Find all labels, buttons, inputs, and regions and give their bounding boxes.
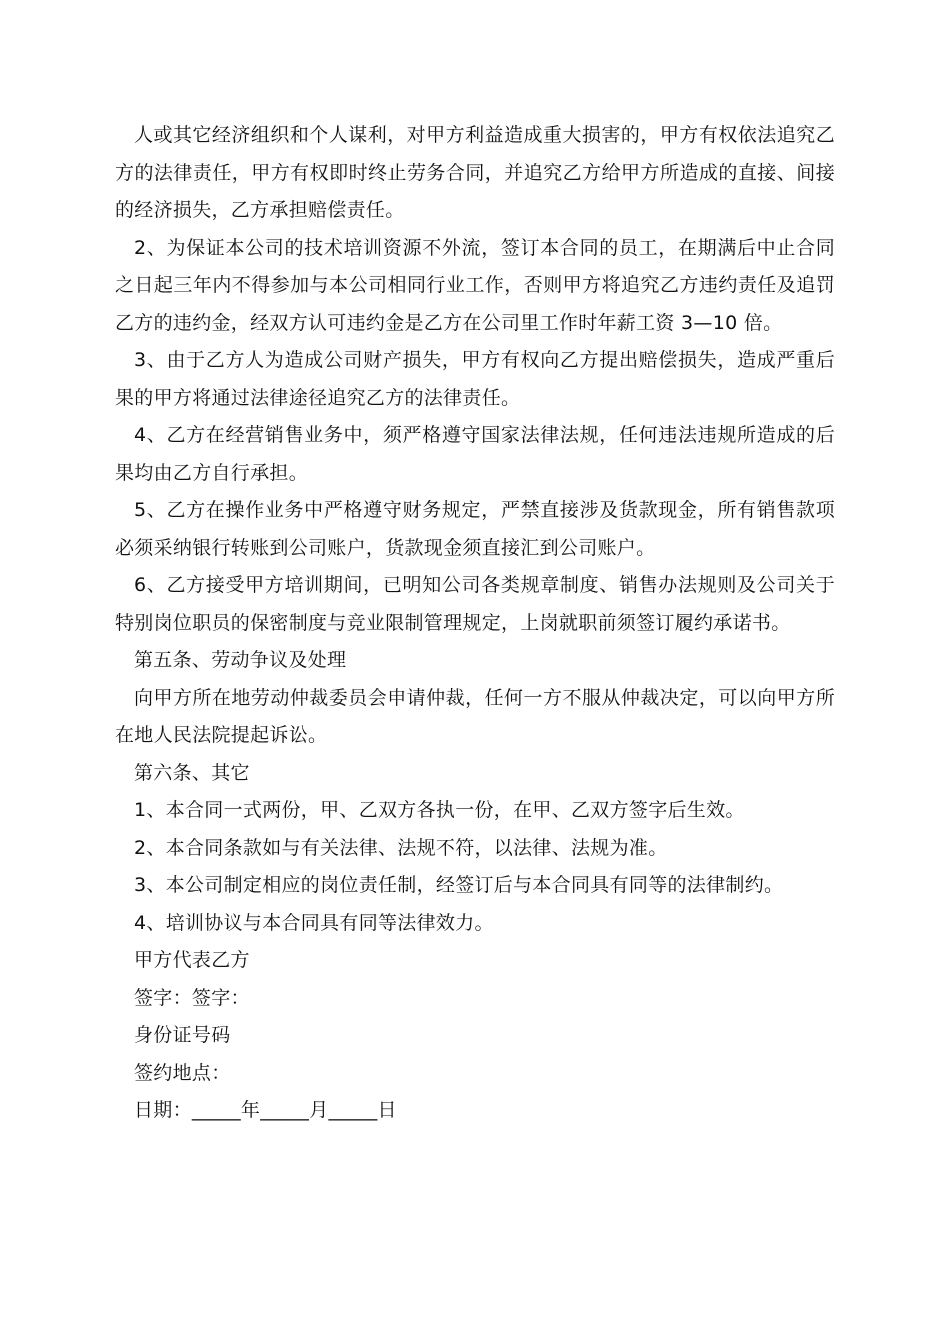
clause-6-training-period: 6、乙方接受甲方培训期间，已明知公司各类规章制度、销售办法规则及公司关于特别岗位职员的保密制度与竞业限制管理规定，上岗就职前须签订履约承诺书。 [115,574,835,634]
article-6-item-3: 3、本公司制定相应的岗位责任制，经签订后与本合同具有同等的法律制约。 [134,874,784,896]
section-heading-article-5: 第五条、劳动争议及处理 [134,649,347,671]
signing-location-line: 签约地点： [134,1061,231,1084]
paragraph-liability-continuation: 人或其它经济组织和个人谋利，对甲方利益造成重大损害的，甲方有权依法追究乙方的法律责任，甲方有权即时终止劳务合同，并追究乙方给甲方所造成的直接、间接的经济损失，乙方承担赔偿责任。 [115,124,835,221]
section-heading-article-6: 第六条、其它 [134,761,250,784]
document-body [115,117,835,1130]
article-6-item-2: 2、本合同条款如与有关法律、法规不符，以法律、法规为准。 [134,836,668,859]
clause-5-finance-rules: 5、乙方在操作业务中严格遵守财务规定，严禁直接涉及货款现金，所有销售款项必须采纳银行转账到公司账户，货款现金须直接汇到公司账户。 [115,499,835,559]
signature-line: 签字：签字： [134,986,250,1009]
clause-3-property-loss: 3、由于乙方人为造成公司财产损失，甲方有权向乙方提出赔偿损失，造成严重后果的甲方将通过法律途径追究乙方的法律责任。 [115,349,835,409]
signature-parties-line: 甲方代表乙方 [134,949,250,971]
clause-4-legal-compliance: 4、乙方在经营销售业务中，须严格遵守国家法律法规，任何违法违规所造成的后果均由乙方自行承担。 [115,424,835,484]
article-6-item-4: 4、培训协议与本合同具有同等法律效力。 [134,911,494,934]
id-number-line: 身份证号码 [134,1024,231,1046]
clause-2-non-compete: 2、为保证本公司的技术培训资源不外流，签订本合同的员工，在期满后中止合同之日起三年内不得参加与本公司相同行业工作，否则甲方将追究乙方违约责任及追罚乙方的违约金，经双方认可违约金是乙方在公司里工作时年薪工资 3—10 倍。 [115,236,835,334]
date-line: 日期：_____年_____月_____日 [134,1099,397,1121]
article-6-item-1: 1、本合同一式两份，甲、乙双方各执一份，在甲、乙双方签字后生效。 [134,799,745,821]
article-5-arbitration: 向甲方所在地劳动仲裁委员会申请仲裁，任何一方不服从仲裁决定，可以向甲方所在地人民法院提起诉讼。 [115,686,835,746]
